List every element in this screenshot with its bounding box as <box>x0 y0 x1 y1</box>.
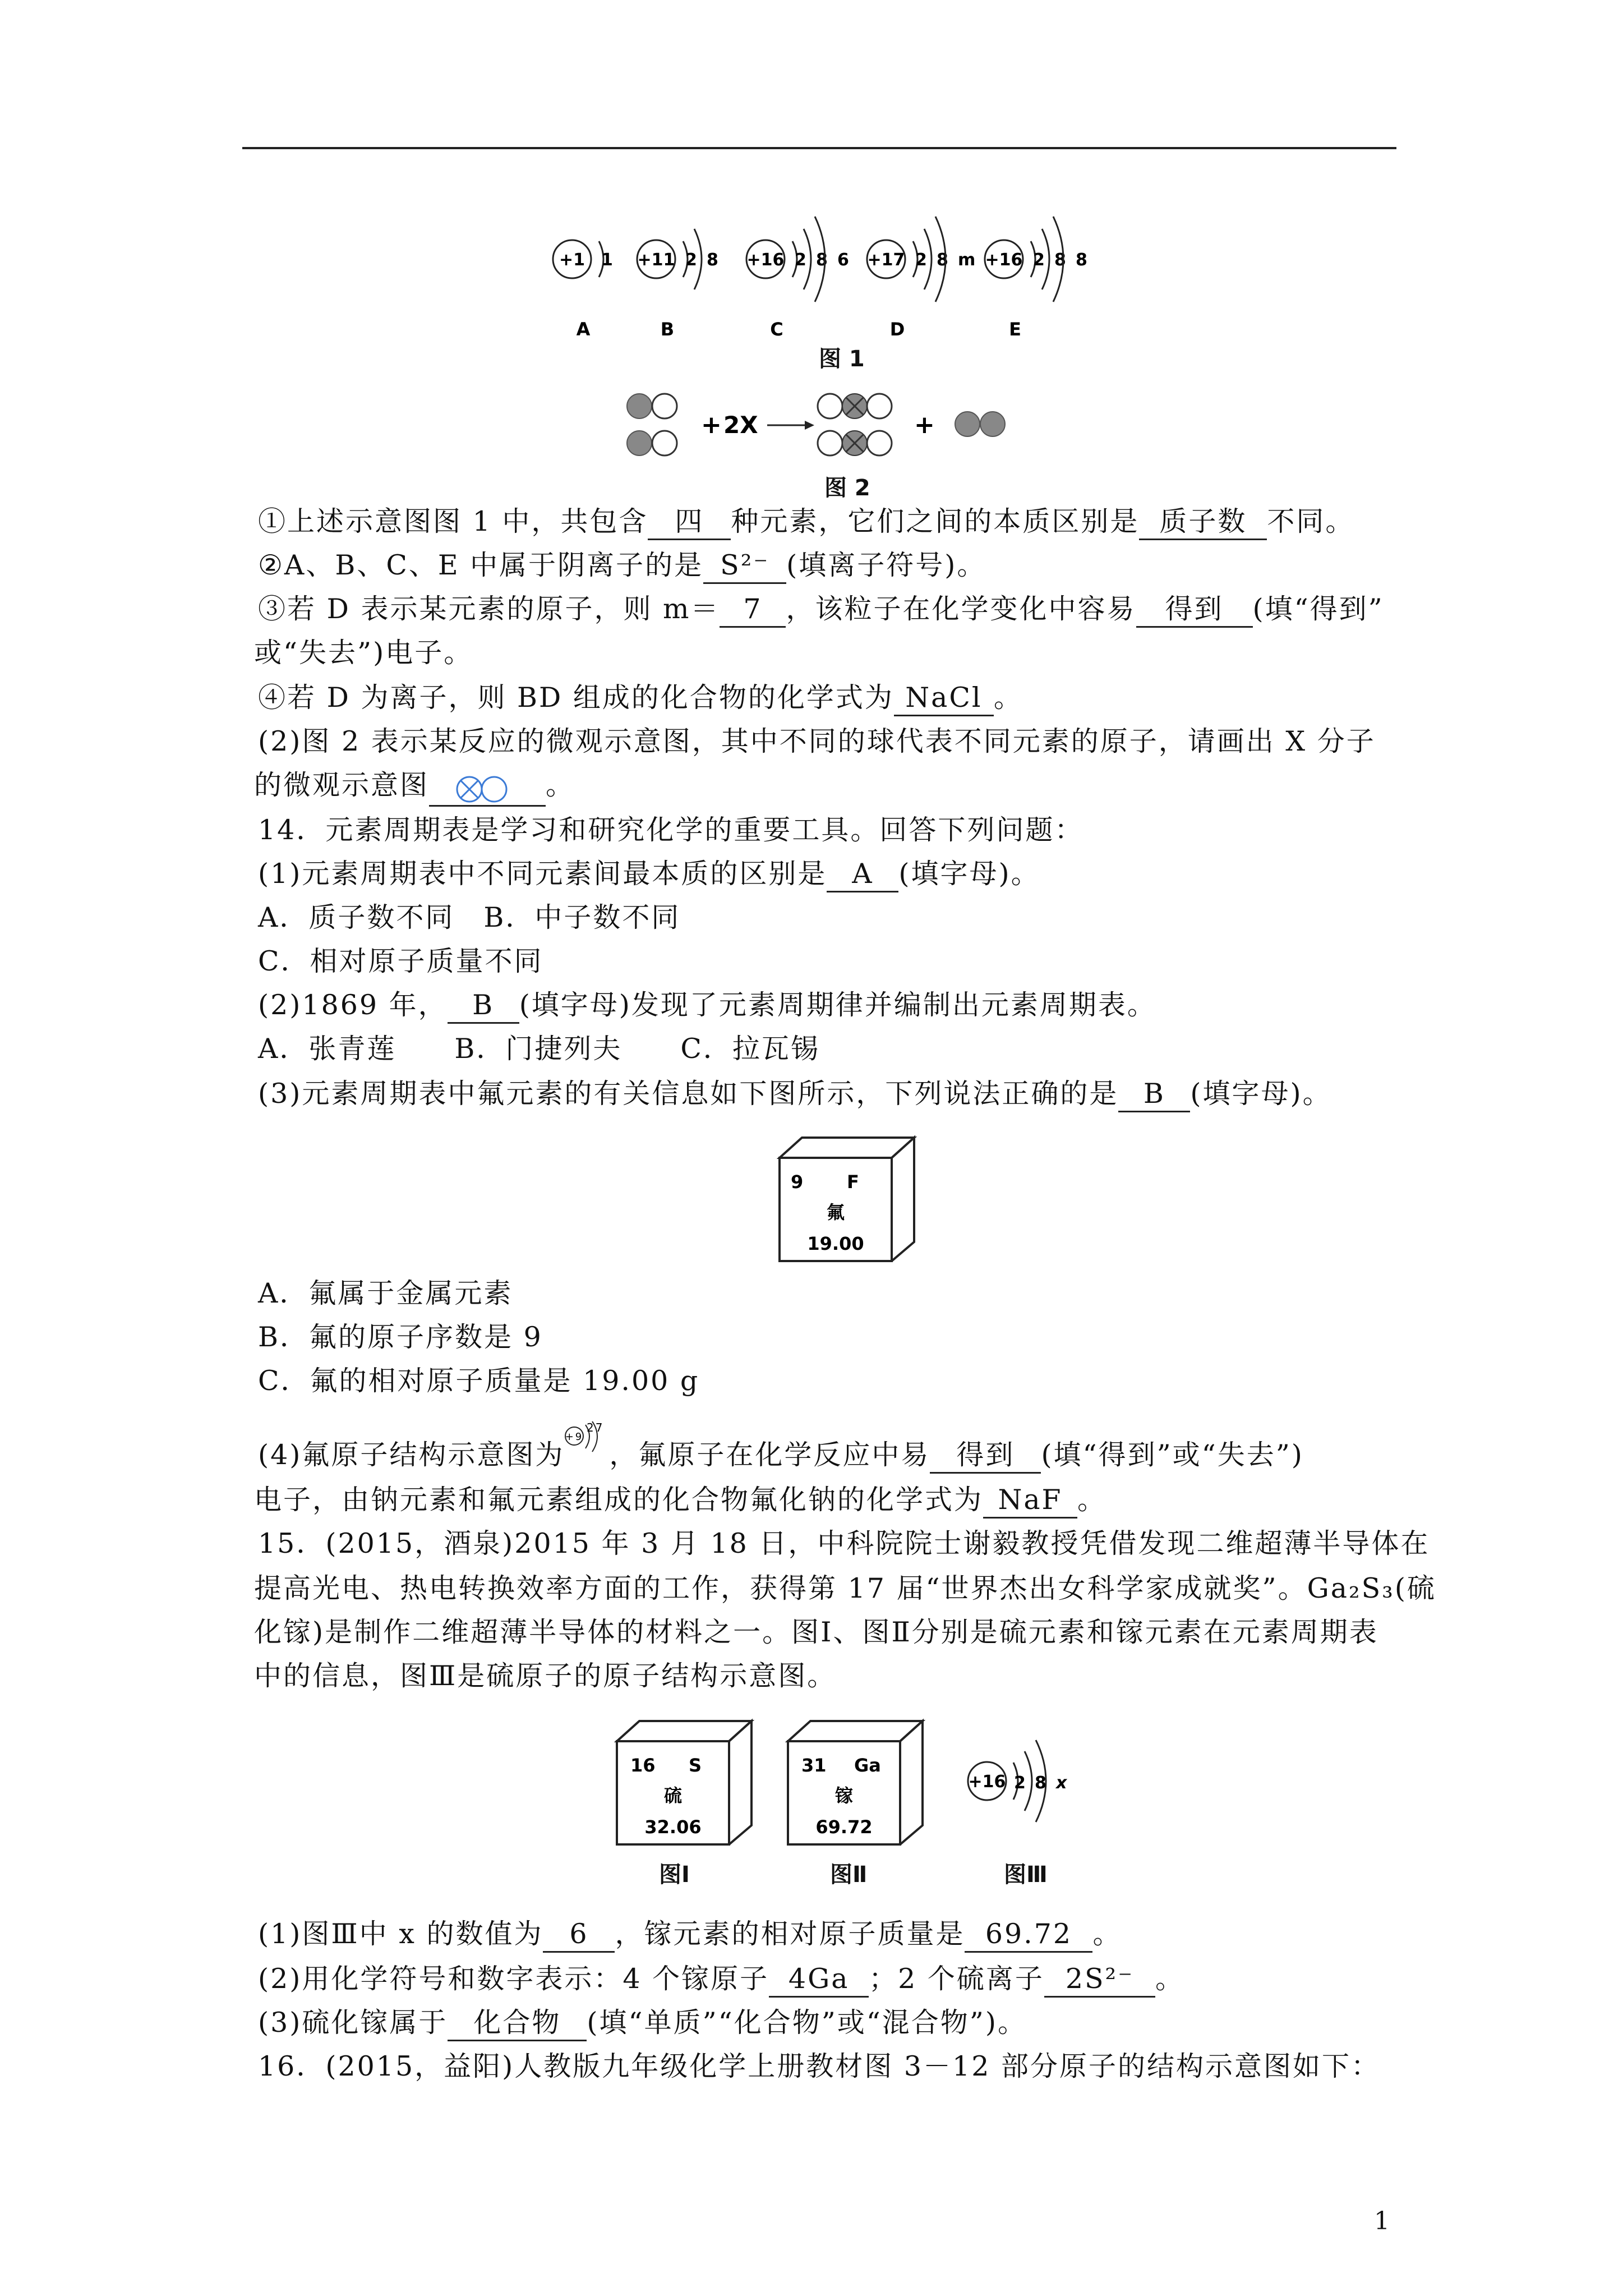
answer-blank: A <box>827 857 898 892</box>
nucleus-charge: +16 <box>985 250 1023 270</box>
svg-text:31: 31 <box>801 1755 827 1776</box>
answer-blank: 质子数 <box>1139 505 1267 540</box>
q14-option-b: B．氟的原子序数是 9 <box>258 1321 543 1353</box>
svg-text:32.06: 32.06 <box>644 1816 702 1838</box>
atom-label: B <box>660 319 675 340</box>
shell-electron-count: 2 <box>795 250 806 270</box>
x-molecule-drawing <box>451 774 524 805</box>
shell-electron-count: 8 <box>1054 250 1066 270</box>
sulfur-element-cell <box>611 1717 757 1846</box>
svg-text:27: 27 <box>587 1421 605 1434</box>
atom-label: E <box>1009 319 1021 340</box>
plus-sign-1: + <box>701 411 722 439</box>
q14-part-3: (3)元素周期表中氟元素的有关信息如下图所示，下列说法正确的是 B (填字母)。 <box>258 1073 1413 1115</box>
shell-electron-count: 8 <box>1076 250 1087 270</box>
sulfur-atom-diagram <box>962 1728 1091 1840</box>
header-rule <box>242 147 1396 149</box>
page-number: 1 <box>1374 2207 1390 2235</box>
shell-electron-count: 6 <box>837 250 849 270</box>
svg-text:+16: +16 <box>968 1772 1006 1792</box>
q14-title: 14．元素周期表是学习和研究化学的重要工具。回答下列问题： <box>258 814 1084 846</box>
reactant-molecules <box>627 394 677 455</box>
nucleus-charge: +17 <box>867 250 905 270</box>
nucleus-charge: +1 <box>559 250 585 270</box>
fluorine-element-cell <box>774 1133 920 1262</box>
q15-line-1: 15．(2015，酒泉)2015 年 3 月 18 日，中科院院士谢毅教授凭借发现二维超薄半导体在 <box>258 1527 1430 1559</box>
product-molecule-gray <box>955 412 1005 436</box>
q13-line-6: (2)图 2 表示某反应的微观示意图，其中不同的球代表不同元素的原子，请画出 X 分子 <box>258 725 1376 757</box>
answer-blank: 得到 <box>930 1438 1041 1474</box>
fluorine-atom-diagram <box>564 1421 609 1476</box>
figure-1-atom-diagrams <box>550 213 1166 353</box>
q14-part-1-options-b: C．相对原子质量不同 <box>258 945 543 977</box>
shell-electron-count: m <box>958 250 976 270</box>
cell-name: 氟 <box>826 1202 845 1223</box>
nucleus-charge: +16 <box>746 250 785 270</box>
nucleus-charge: +11 <box>637 250 675 270</box>
gallium-element-cell <box>782 1717 928 1846</box>
shell-electron-count: 1 <box>601 250 613 270</box>
coefficient-2x: 2X <box>723 411 758 439</box>
answer-blank: B <box>1118 1077 1190 1112</box>
answer-blank: 4Ga <box>769 1962 869 1998</box>
q14-option-c: C．氟的相对原子质量是 19.00 g <box>258 1365 700 1397</box>
q16-line-1: 16．(2015，益阳)人教版九年级化学上册教材图 3－12 部分原子的结构示意图如下： <box>258 2050 1380 2082</box>
answer-blank: 四 <box>648 505 731 540</box>
answer-blank-x-molecule <box>429 771 546 807</box>
svg-text:S: S <box>689 1755 702 1776</box>
atom-label: A <box>576 319 591 340</box>
q13-line-2: ②A、B、C、E 中属于阴离子的是 S²⁻ (填离子符号)。 <box>258 544 1413 587</box>
answer-blank: NaCl <box>894 681 994 716</box>
answer-blank: NaF <box>983 1483 1077 1519</box>
q14-part-2-options: A．张青莲 B．门捷列夫 C．拉瓦锡 <box>258 1033 820 1065</box>
shell-electron-count: 2 <box>915 250 927 270</box>
figure-I-caption: 图Ⅰ <box>659 1862 690 1888</box>
atom-diagram-d <box>867 217 975 340</box>
q13-line-7: 的微观示意图 。 <box>254 764 1409 807</box>
q15-answer-1: (1)图Ⅲ中 x 的数值为 6 ，镓元素的相对原子质量是 69.72 。 <box>258 1913 1413 1955</box>
atom-diagram-b <box>637 229 718 340</box>
figure-III-caption: 图Ⅲ <box>1004 1862 1048 1888</box>
answer-blank: 7 <box>720 592 786 628</box>
svg-text:x: x <box>1056 1773 1067 1793</box>
svg-text:镓: 镓 <box>834 1785 854 1806</box>
svg-text:2: 2 <box>1014 1773 1026 1793</box>
answer-blank: S²⁻ <box>703 549 786 584</box>
q14-option-a: A．氟属于金属元素 <box>258 1277 513 1309</box>
answer-blank: 化合物 <box>448 2006 587 2041</box>
svg-text:硫: 硫 <box>663 1785 683 1806</box>
answer-blank: 6 <box>543 1917 615 1953</box>
shell-electron-count: 2 <box>685 250 697 270</box>
shell-electron-count: 8 <box>816 250 828 270</box>
q14-part-1-options-a: A．质子数不同 B．中子数不同 <box>258 901 681 933</box>
cell-mass: 19.00 <box>807 1233 864 1254</box>
cell-atomic-number: 9 <box>791 1171 804 1193</box>
q14-part-2: (2)1869 年， B (填字母)发现了元素周期律并编制出元素周期表。 <box>258 984 1413 1027</box>
atom-diagram-e <box>985 217 1087 340</box>
arrow <box>767 421 814 430</box>
figure-1-caption: 图 1 <box>819 346 865 372</box>
q14-part-4-cont: 电子，由钠元素和氟元素组成的化合物氟化钠的化学式为 NaF 。 <box>254 1479 1409 1521</box>
product-molecules <box>818 394 892 455</box>
cell-symbol: F <box>847 1171 859 1193</box>
answer-blank: 69.72 <box>965 1917 1092 1953</box>
q15-line-4: 中的信息，图Ⅲ是硫原子的原子结构示意图。 <box>254 1660 837 1692</box>
q15-answer-2: (2)用化学符号和数字表示：4 个镓原子 4Ga ；2 个硫离子 2S²⁻ 。 <box>258 1958 1413 2000</box>
svg-text:16: 16 <box>630 1755 656 1776</box>
answer-blank: 2S²⁻ <box>1044 1962 1155 1998</box>
figure-2-reaction-diagram <box>617 381 1021 466</box>
answer-blank: B <box>448 988 519 1024</box>
svg-text:+9: +9 <box>565 1431 584 1443</box>
atom-diagram-c <box>746 217 849 340</box>
q13-line-5: ④若 D 为离子，则 BD 组成的化合物的化学式为 NaCl 。 <box>258 677 1413 719</box>
shell-electron-count: 2 <box>1033 250 1045 270</box>
plus-sign-2: + <box>914 411 935 439</box>
figure-2-caption: 图 2 <box>824 475 870 501</box>
q15-answer-3: (3)硫化镓属于 化合物 (填“单质”“化合物”或“混合物”)。 <box>258 2001 1413 2044</box>
answer-blank: 得到 <box>1136 592 1253 628</box>
atom-label: C <box>770 319 783 340</box>
figure-II-caption: 图Ⅱ <box>830 1862 868 1888</box>
shell-electron-count: 8 <box>707 250 718 270</box>
atom-diagram-a <box>553 240 613 340</box>
svg-text:8: 8 <box>1035 1773 1046 1793</box>
q15-line-3: 化镓)是制作二维超薄半导体的材料之一。图Ⅰ、图Ⅱ分别是硫元素和镓元素在元素周期表 <box>254 1616 1378 1648</box>
atom-label: D <box>889 319 905 340</box>
svg-text:Ga: Ga <box>854 1755 881 1776</box>
q14-part-1: (1)元素周期表中不同元素间最本质的区别是 A (填字母)。 <box>258 853 1413 895</box>
shell-electron-count: 8 <box>937 250 948 270</box>
q13-line-3: ③若 D 表示某元素的原子，则 m＝ 7 ，该粒子在化学变化中容易 得到 (填“得到” <box>258 588 1413 631</box>
svg-text:69.72: 69.72 <box>815 1816 873 1838</box>
q13-line-4: 或“失去”)电子。 <box>254 637 473 669</box>
q15-line-2: 提高光电、热电转换效率方面的工作，获得第 17 届“世界杰出女科学家成就奖”。Ga₂S₃(硫 <box>254 1572 1436 1604</box>
q13-line-1: ①上述示意图图 1 中，共包含 四 种元素，它们之间的本质区别是 质子数 不同。 <box>258 500 1413 543</box>
q14-part-4: (4)氟原子结构示意图为 +9 27 ，氟原子在化学反应中易 得到 (填“得到”或“失去”) <box>258 1434 1413 1476</box>
